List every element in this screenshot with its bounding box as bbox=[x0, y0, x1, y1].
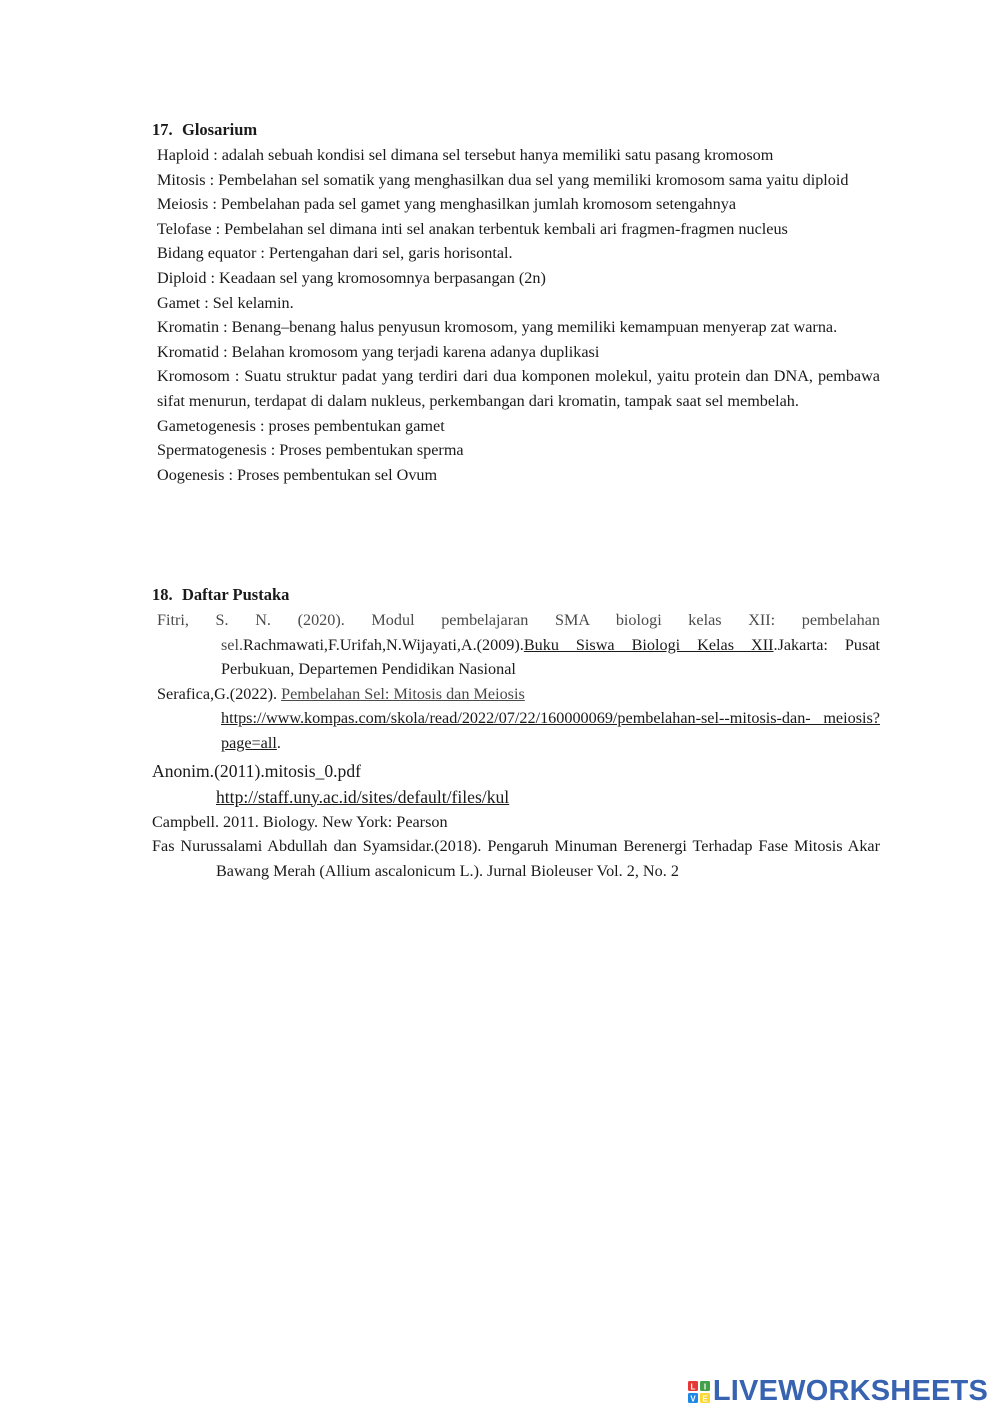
reference-kompas-url-link[interactable]: https://www.kompas.com/skola/read/2022/07/22/160000069/pembelahan-sel--mitosis-dan- meiosis?page=all bbox=[221, 709, 880, 752]
glossary-entry-gametogenesis: Gametogenesis : proses pembentukan gamet bbox=[157, 416, 445, 435]
glossary-entry-haploid: Haploid : adalah sebuah kondisi sel dimana sel tersebut hanya memiliki satu pasang kromosom bbox=[157, 146, 774, 164]
reference-publisher-text: .Jakarta: Pusat Perbukuan, Departemen Pendidikan Nasional bbox=[221, 635, 880, 679]
glossary-section bbox=[152, 119, 880, 487]
glossary-entry-bidang-equator: Bidang equator : Pertengahan dari sel, garis horisontal. bbox=[157, 244, 513, 263]
svg-text:E: E bbox=[702, 1393, 708, 1403]
references-section bbox=[152, 584, 880, 883]
glossary-number: 17. bbox=[152, 120, 173, 139]
references-number: 18. bbox=[152, 585, 173, 604]
glossary-entry-oogenesis: Oogenesis : Proses pembentukan sel Ovum bbox=[157, 465, 438, 484]
liveworksheets-logo bbox=[688, 1375, 988, 1408]
reference-serafica-title-link[interactable]: Pembelahan Sel: Mitosis dan Meiosis bbox=[281, 684, 525, 703]
reference-fas-nurussalami: Fas Nurussalami Abdullah dan Syamsidar.(2018). Pengaruh Minuman Berenergi Terhadap Fase Mitosis Akar Bawang Merah (Allium ascalonicum L.). Jurnal Bioleuser Vol. 2, No. 2 bbox=[152, 837, 880, 880]
glossary-entry-kromatid: Kromatid : Belahan kromosom yang terjadi karena adanya duplikasi bbox=[157, 342, 600, 361]
glossary-entry-meiosis: Meiosis : Pembelahan pada sel gamet yang menghasilkan jumlah kromosom setengahnya bbox=[157, 195, 737, 214]
glossary-entry-spermatogenesis: Spermatogenesis : Proses pembentukan sperma bbox=[157, 441, 464, 460]
references-title: Daftar Pustaka bbox=[182, 585, 290, 604]
glossary-entry-kromosom: Kromosom : Suatu struktur padat yang terdiri dari dua komponen molekul, yaitu protein dan DNA, pembawa sifat menurun, terdapat di dalam nukleus, perkembangan dari kromatin, tampak saat sel membelah. bbox=[157, 367, 880, 410]
svg-text:I: I bbox=[703, 1381, 707, 1391]
liveworksheets-logo-icon bbox=[688, 1381, 710, 1403]
glossary-entry-telofase: Telofase : Pembelahan sel dimana inti sel anakan terbentuk kembali ari fragmen-fragmen nucleus bbox=[157, 219, 788, 238]
liveworksheets-brand-text: LIVEWORKSHEETS bbox=[712, 1375, 988, 1407]
glossary-list bbox=[152, 143, 880, 487]
reference-anonim bbox=[152, 758, 880, 810]
reference-fitri bbox=[157, 608, 880, 682]
glossary-entry-kromatin: Kromatin : Benang–benang halus penyusun kromosom, yang memiliki kemampuan menyerap zat warna. bbox=[157, 318, 838, 337]
reference-serafica-prefix: Serafica,G.(2022). bbox=[157, 684, 282, 703]
svg-text:L: L bbox=[690, 1381, 696, 1391]
svg-text:V: V bbox=[690, 1393, 696, 1403]
reference-campbell: Campbell. 2011. Biology. New York: Pearson bbox=[152, 812, 448, 831]
references-heading bbox=[152, 584, 880, 606]
reference-book-title: Buku Siswa Biologi Kelas XII bbox=[523, 635, 774, 654]
glossary-entry-mitosis: Mitosis : Pembelahan sel somatik yang menghasilkan dua sel yang memiliki kromosom sama yaitu diploid bbox=[157, 170, 849, 189]
glossary-entry-gamet: Gamet : Sel kelamin. bbox=[157, 293, 294, 312]
reference-rachmawati-text: Rachmawati,F.Urifah,N.Wijayati,A.(2009). bbox=[243, 635, 524, 654]
reference-uny-url-link[interactable]: http://staff.uny.ac.id/sites/default/files/kul bbox=[216, 786, 510, 807]
reference-fitri-text: Fitri, S. N. (2020). Modul pembelajaran SMA biologi kelas XII: pembelahan sel. bbox=[157, 611, 880, 654]
reference-serafica-suffix: . bbox=[276, 733, 281, 752]
glossary-heading bbox=[152, 119, 880, 141]
reference-anonim-prefix: Anonim.(2011).mitosis_0.pdf bbox=[152, 760, 362, 781]
glossary-title: Glosarium bbox=[182, 120, 258, 139]
glossary-entry-diploid: Diploid : Keadaan sel yang kromosomnya berpasangan (2n) bbox=[157, 268, 546, 287]
reference-serafica bbox=[157, 682, 880, 756]
